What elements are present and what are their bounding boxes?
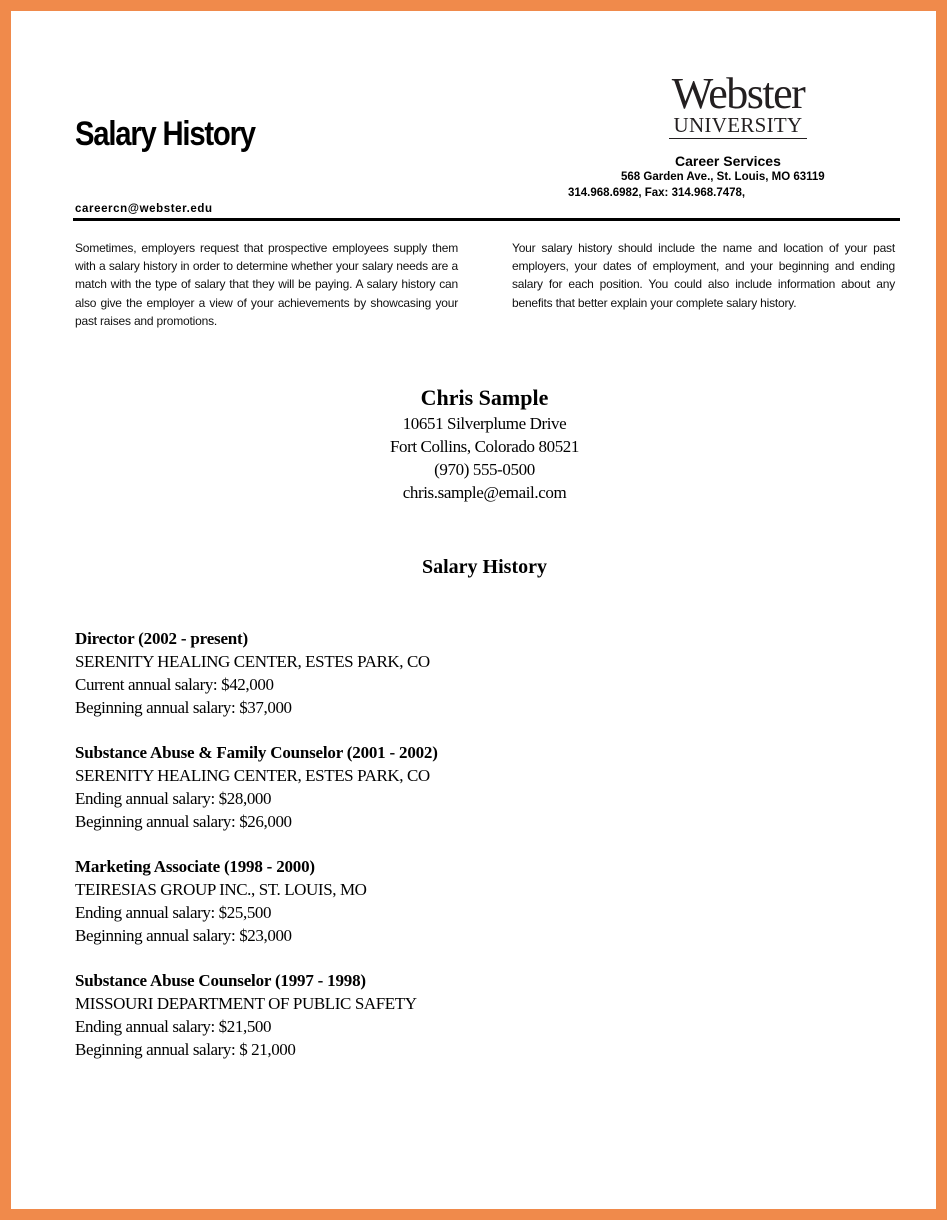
job-title: Director (2002 - present) <box>75 629 248 648</box>
job-employer: TEIRESIAS GROUP INC., ST. LOUIS, MO <box>75 880 367 899</box>
job-salary-beginning: Beginning annual salary: $37,000 <box>75 698 292 717</box>
career-services-address: 568 Garden Ave., St. Louis, MO 63119 <box>621 171 825 183</box>
job-salary-ending: Ending annual salary: $28,000 <box>75 789 272 808</box>
logo-wordmark: Webster <box>671 69 805 118</box>
contact-name: Chris Sample <box>420 385 549 410</box>
job-salary-current: Current annual salary: $42,000 <box>75 675 274 694</box>
job-employer: SERENITY HEALING CENTER, ESTES PARK, CO <box>75 766 430 785</box>
logo-underline <box>669 138 807 139</box>
contact-street: 10651 Silverplume Drive <box>402 414 567 433</box>
job-salary-ending: Ending annual salary: $21,500 <box>75 1017 272 1036</box>
career-services-email: careercn@webster.edu <box>75 203 213 215</box>
job-entry <box>75 741 875 833</box>
job-salary-beginning: Beginning annual salary: $ 21,000 <box>75 1040 296 1059</box>
job-employer: MISSOURI DEPARTMENT OF PUBLIC SAFETY <box>75 994 417 1013</box>
logo-subtitle: UNIVERSITY <box>673 113 803 137</box>
job-title: Marketing Associate (1998 - 2000) <box>75 857 315 876</box>
salary-history-heading: Salary History <box>422 556 547 578</box>
contact-block <box>11 384 947 504</box>
intro-paragraph-left: Sometimes, employers request that prospective employees supply them with a salary history in order to determine whether your salary needs are a match with the type of salary that they will be paying. A salary history can also give the employer a view of your achievements by showcasing your past raises and promotions. <box>75 241 458 328</box>
job-salary-beginning: Beginning annual salary: $23,000 <box>75 926 292 945</box>
job-salary-ending: Ending annual salary: $25,500 <box>75 903 272 922</box>
career-services-phone-fax: 314.968.6982, Fax: 314.968.7478, <box>568 187 746 199</box>
webster-university-logo <box>661 69 815 139</box>
page-title: Salary History <box>75 115 255 153</box>
header-divider <box>73 218 900 221</box>
contact-phone: (970) 555-0500 <box>434 460 535 479</box>
job-employer: SERENITY HEALING CENTER, ESTES PARK, CO <box>75 652 430 671</box>
intro-paragraph-right: Your salary history should include the name and location of your past employers, your dates of employment, and your beginning and ending salary for each position. You could also include information about any benefits that better explain your complete salary history. <box>512 241 895 310</box>
career-services-label: Career Services <box>675 153 781 169</box>
job-salary-beginning: Beginning annual salary: $26,000 <box>75 812 292 831</box>
job-entry <box>75 855 875 947</box>
contact-city: Fort Collins, Colorado 80521 <box>389 437 580 456</box>
job-title: Substance Abuse & Family Counselor (2001 - 2002) <box>75 743 438 762</box>
job-entry <box>75 969 875 1061</box>
job-list <box>75 627 875 1083</box>
job-entry <box>75 627 875 719</box>
job-title: Substance Abuse Counselor (1997 - 1998) <box>75 971 366 990</box>
contact-email: chris.sample@email.com <box>402 483 567 502</box>
